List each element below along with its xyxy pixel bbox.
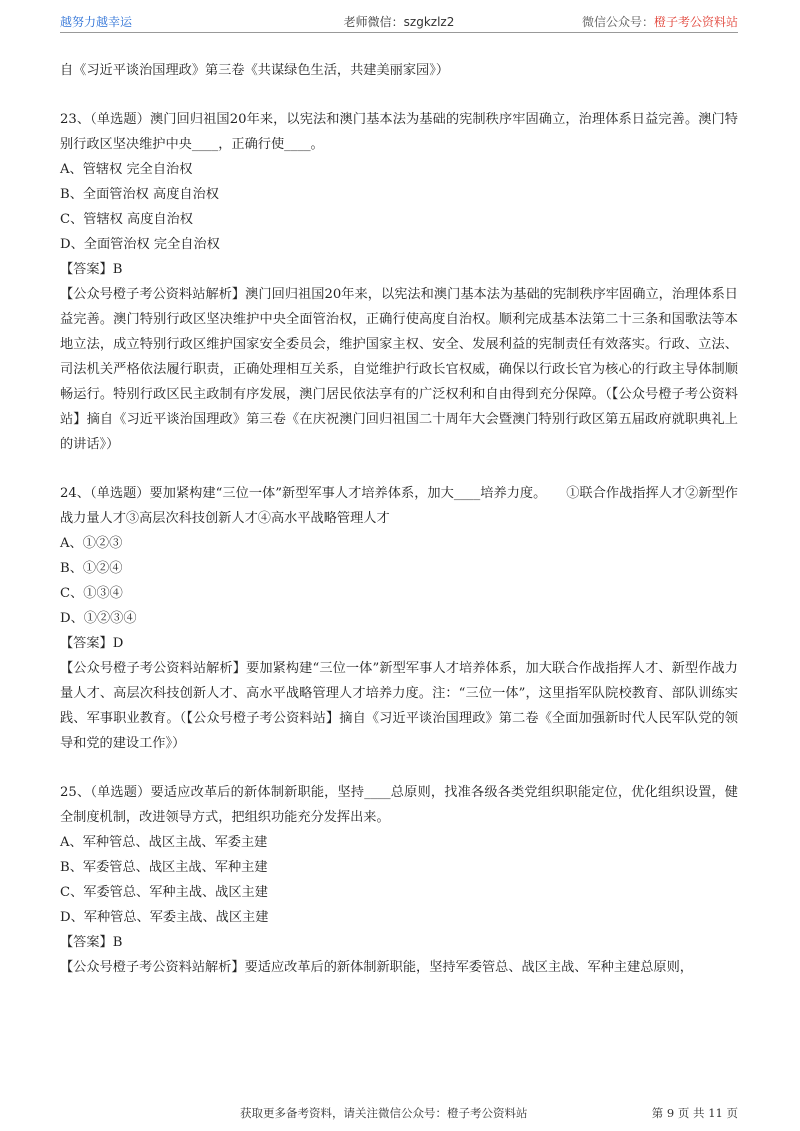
question-25 [60,780,738,980]
question-stem: 25、（单选题）要适应改革后的新体制新职能，坚持____总原则，找准各级各类党组织职能定位，优化组织设置，健全制度机制，改进领导方式，把组织功能充分发挥出来。 [60,785,738,825]
page-number: 第 9 页 共 11 页 [651,1106,738,1120]
option-c: C、管辖权 高度自治权 [60,212,193,227]
answer: 【答案】D [60,636,124,651]
option-a: A、①②③ [60,536,123,551]
analysis: 【公众号橙子考公资料站解析】要加紧构建“三位一体”新型军事人才培养体系，加大联合作战指挥人才、新型作战力量人才、高层次科技创新人才、高水平战略管理人才培养力度。注：“三位一体”，这里指军队院校教育、部队训练实践、军事职业教育。（【公众号橙子考公资料站】摘自《习近平谈治国理政》第二卷《全面加强新时代人民军队党的领导和党的建设工作》） [60,661,738,751]
option-b: B、军委管总、战区主战、军种主建 [60,860,268,875]
question-stem: 24、（单选题）要加紧构建“三位一体”新型军事人才培养体系，加大____培养力度。 ①联合作战指挥人才②新型作战力量人才③高层次科技创新人才④高水平战略管理人才 [60,486,738,526]
header-official-name: 橙子考公资料站 [653,15,738,29]
header-official-label: 微信公众号： [581,15,654,29]
question-stem: 23、（单选题）澳门回归祖国20年来，以宪法和澳门基本法为基础的宪制秩序牢固确立，治理体系日益完善。澳门特别行政区坚决维护中央____，正确行使____。 [60,112,738,152]
option-d: D、全面管治权 完全自治权 [60,237,220,252]
option-b: B、①②④ [60,561,123,576]
option-a: A、军种管总、战区主战、军委主建 [60,835,268,850]
option-b: B、全面管治权 高度自治权 [60,187,219,202]
analysis: 【公众号橙子考公资料站解析】澳门回归祖国20年来，以宪法和澳门基本法为基础的宪制秩序牢固确立，治理体系日益完善。澳门特别行政区坚决维护中央全面管治权，正确行使高度自治权。顺利完成基本法第二十三条和国歌法等本地立法，成立特别行政区维护国家安全委员会，维护国家主权、安全、发展利益的宪制责任有效落实。行政、立法、司法机关严格依法履行职责，正确处理相互关系，自觉维护行政长官权威，确保以行政长官为核心的行政主导体制顺畅运行。特别行政区民主政制有序发展，澳门居民依法享有的广泛权利和自由得到充分保障。（【公众号橙子考公资料站】摘自《习近平谈治国理政》第三卷《在庆祝澳门回归祖国二十周年大会暨澳门特别行政区第五届政府就职典礼上的讲话》） [60,287,738,452]
option-c: C、军委管总、军种主战、战区主建 [60,885,268,900]
header-official-account [582,13,738,30]
option-d: D、军种管总、军委主战、战区主建 [60,910,269,925]
header-teacher-wechat: 老师微信：szgkzlz2 [343,15,455,29]
footer-note: 获取更多备考资料，请关注微信公众号：橙子考公资料站 [240,1106,528,1120]
question-24 [60,481,738,756]
intro-line: 自《习近平谈治国理政》第三卷《共谋绿色生活，共建美丽家园》） [60,63,450,78]
option-a: A、管辖权 完全自治权 [60,162,193,177]
answer: 【答案】B [60,262,123,277]
document-body [60,58,738,980]
option-d: D、①②③④ [60,611,137,626]
analysis: 【公众号橙子考公资料站解析】要适应改革后的新体制新职能，坚持军委管总、战区主战、军种主建总原则， [60,960,693,975]
answer: 【答案】B [60,935,123,950]
page-header [60,10,738,33]
question-23 [60,107,738,457]
header-slogan: 越努力越幸运 [60,15,133,29]
option-c: C、①③④ [60,586,123,601]
